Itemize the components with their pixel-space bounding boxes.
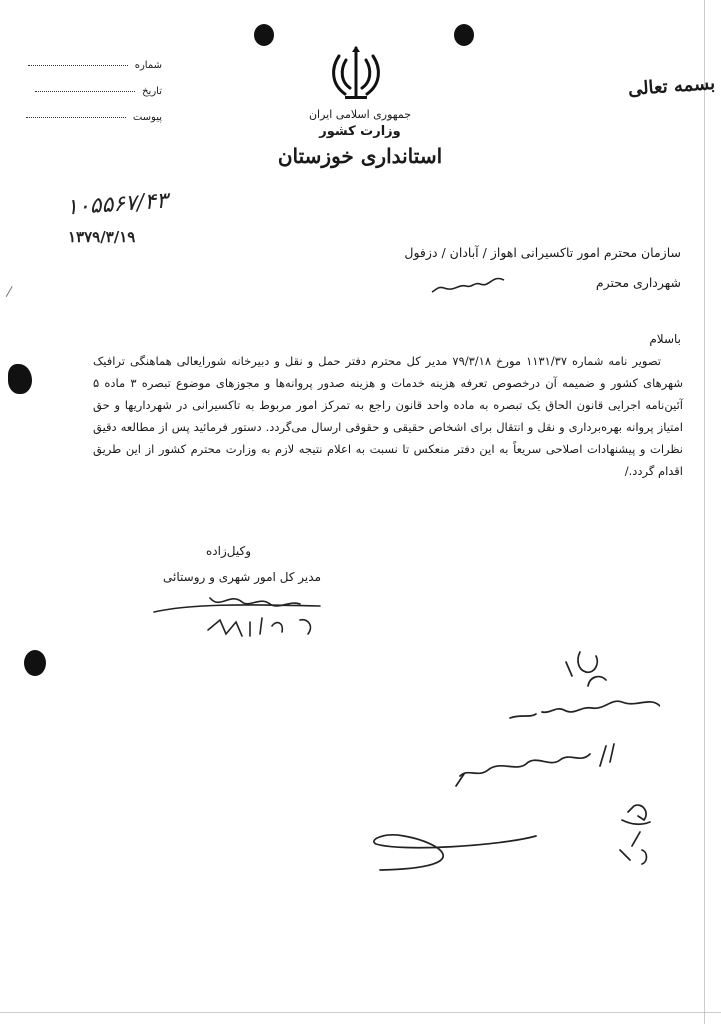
signature-icon [150,590,330,646]
emblem-icon [325,42,387,104]
signatory-title: مدیر کل امور شهری و روستائی [163,570,321,584]
number-label: شماره [134,60,162,71]
handwritten-reference-date: ۱۳۷۹/۳/۱۹ [68,228,136,246]
attachment-field [12,112,162,123]
greeting: باسلام [649,332,681,346]
page-edge-bottom [0,1012,721,1013]
handwritten-scribble-icon [430,270,510,296]
attachment-label: پیوست [132,112,162,123]
attachment-line [26,117,126,118]
body-paragraph [93,350,683,482]
page-edge-shadow [704,0,705,1024]
handwritten-reference-number: ۱۰۵۵۶۷/۴۳ [65,188,169,221]
punch-hole [24,650,46,676]
ministry-label: وزارت کشور [319,124,401,139]
recipient-municipality: شهرداری محترم [595,275,681,290]
republic-label: جمهوری اسلامی ایران [308,108,412,121]
date-line [35,91,135,92]
body-paragraph-text: تصویر نامه شماره ۱۱۳۱/۳۷ مورخ ۷۹/۳/۱۸ مدیر کل محترم دفتر حمل و نقل و دبیرخانه شورایعالی هماهنگی ترافیک شهرهای کشور و ضمیمه آن درخصوص تعرفه هزینه خدمات و هزینه صدور پروانه‌ها و مجوزهای موضوع تبصره ۳ ماده ۵ آئین‌نامه اجرایی قانون الحاق یک تبصره به ماده واحد قانون راجع به تمرکز امور مربوط به تاکسیرانی در شهرداریها و حق امتیاز پروانه بهره‌برداری و نقل و انتقال برای اشخاص حقیقی و حقوقی ارسال می‌گردد. دستور فرمائید پس از مطالعه دقیق نظرات و پیشنهادات اصلاحی سریعاً به این دفتر منعکس تا نسبت به اعلام نتیجه لازم به وزارت محترم کشور از این طریق اقدام گردد./ [93,354,683,478]
punch-hole [8,364,32,394]
punch-hole [454,24,474,46]
date-label: تاریخ [142,86,162,97]
header-stamp: بسمه تعالی [627,72,716,101]
margin-mark [6,286,22,302]
punch-hole [254,24,274,46]
date-field [12,86,162,97]
recipient-line-1: سازمان محترم امور تاکسیرانی اهواز / آبادان / دزفول [404,245,681,260]
governorate-title: استانداری خوزستان [277,144,443,168]
recipient-line-2 [596,272,681,294]
handwritten-note-icon [360,636,660,896]
signatory-name: وکیل‌زاده [206,544,251,558]
number-line [28,65,128,66]
number-field [12,60,162,71]
